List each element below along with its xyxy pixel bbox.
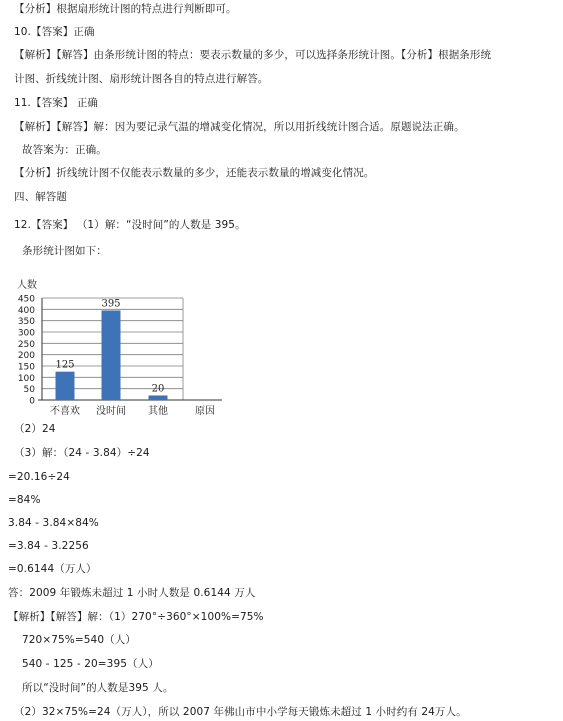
question-12-answer: 12.【答案】 （1）解：“没时间”的人数是 395。 — [14, 219, 246, 231]
x-category-label: 原因 — [195, 406, 215, 417]
explanation-step-1: 720×75%=540（人） — [22, 634, 136, 646]
y-tick-label: 250 — [17, 339, 35, 350]
question-10-explanation-2: 计图、折线统计图、扇形统计图各自的特点进行解答。 — [14, 73, 269, 85]
calc-step-3: 3.84 - 3.84×84% — [8, 517, 99, 529]
y-tick-label: 100 — [17, 373, 35, 384]
explanation-conclusion: 所以“没时间”的人数是395 人。 — [22, 682, 174, 694]
y-tick-label: 150 — [17, 362, 35, 373]
answer-part-3: （3）解：（24 - 3.84）÷24 — [14, 447, 150, 459]
y-tick-label: 50 — [23, 385, 35, 396]
question-11-analysis: 【分析】折线统计图不仅能表示数量的多少，还能表示数量的增减变化情况。 — [14, 167, 375, 179]
y-tick-label: 300 — [17, 328, 35, 339]
part-3-conclusion: 答：2009 年锻炼未超过 1 小时人数是 0.6144 万人 — [8, 587, 256, 599]
answer-part-2: （2）24 — [14, 423, 56, 435]
x-category-label: 不喜欢 — [50, 406, 80, 417]
y-tick-label: 350 — [17, 317, 35, 328]
calc-step-5: =0.6144（万人） — [8, 563, 97, 575]
data-label: 125 — [55, 359, 75, 371]
explanation-part-2: （2）32×75%=24（万人），所以 2007 年佛山市中小学每天锻炼未超过 1 小时约有 24万人。 — [14, 706, 467, 718]
question-10-answer: 10.【答案】正确 — [14, 26, 95, 38]
question-11-answer: 11.【答案】 正确 — [14, 97, 99, 109]
bar — [149, 395, 168, 400]
question-10-explanation-1: 【解析】【解答】由条形统计图的特点：要表示数量的多少，可以选择条形统计图。【分析】根据条形统 — [14, 49, 492, 61]
calc-step-1: =20.16÷24 — [8, 471, 70, 483]
calc-step-2: =84% — [8, 494, 41, 506]
data-label: 20 — [151, 383, 165, 395]
explanation-step-2: 540 - 125 - 20=395（人） — [22, 658, 159, 670]
y-tick-label: 450 — [17, 294, 35, 305]
y-axis-label: 人数 — [17, 280, 37, 291]
x-category-label: 没时间 — [96, 406, 126, 417]
x-category-label: 其他 — [148, 406, 168, 417]
question-12-explanation: 【解析】【解答】解：（1）270°÷360°×100%=75% — [8, 611, 264, 623]
question-11-conclusion: 故答案为：正确。 — [22, 144, 107, 156]
section-heading: 四、解答题 — [14, 191, 67, 203]
y-tick-label: 400 — [17, 305, 35, 316]
y-tick-label: 200 — [17, 351, 35, 362]
bar — [56, 372, 75, 400]
y-tick-label: 0 — [29, 396, 35, 407]
bar — [102, 310, 121, 400]
data-label: 395 — [101, 298, 121, 310]
calc-step-4: =3.84 - 3.2256 — [8, 540, 89, 552]
chart-intro: 条形统计图如下： — [22, 245, 107, 257]
question-11-explanation: 【解析】【解答】解：因为要记录气温的增减变化情况，所以用折线统计图合适。原题说法正确。 — [14, 121, 465, 133]
analysis-line-1: 【分析】根据扇形统计图的特点进行判断即可。 — [14, 3, 237, 15]
